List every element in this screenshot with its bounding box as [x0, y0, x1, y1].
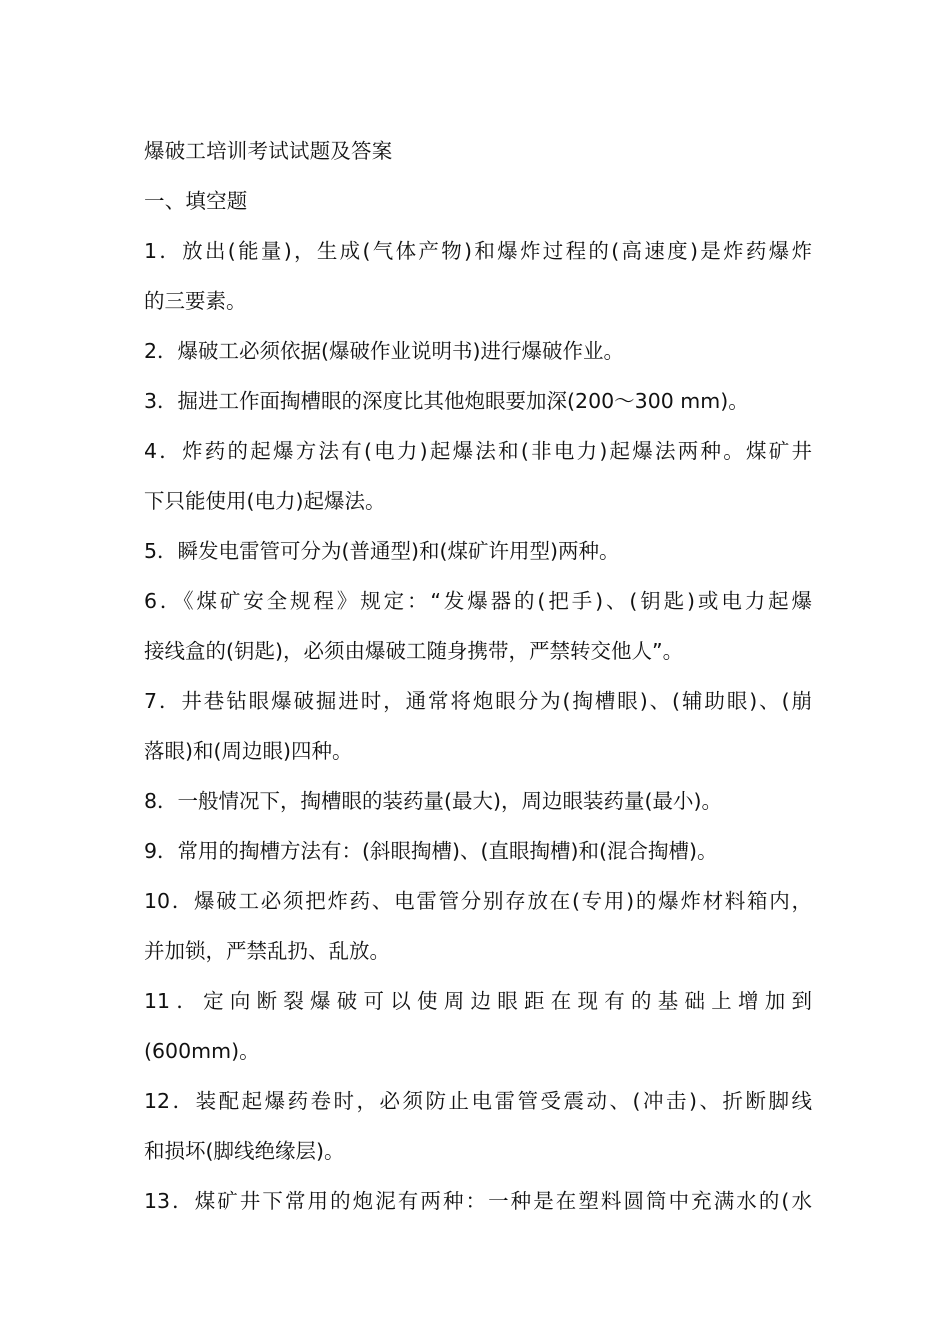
text-line: 7．井巷钻眼爆破掘进时，通常将炮眼分为(掏槽眼)、(辅助眼)、(崩 — [144, 689, 812, 713]
text-line: 3．掘进工作面掏槽眼的深度比其他炮眼要加深(200～300 mm)。 — [144, 389, 749, 413]
text-line: 落眼)和(周边眼)四种。 — [144, 739, 353, 763]
text-line: 12．装配起爆药卷时，必须防止电雷管受震动、(冲击)、折断脚线 — [144, 1089, 812, 1113]
text-line: 并加锁，严禁乱扔、乱放。 — [144, 939, 390, 963]
text-line: 和损坏(脚线绝缘层)。 — [144, 1139, 345, 1163]
text-line: 10．爆破工必须把炸药、电雷管分别存放在(专用)的爆炸材料箱内， — [144, 889, 812, 913]
text-line: 9．常用的掏槽方法有：(斜眼掏槽)、(直眼掏槽)和(混合掏槽)。 — [144, 839, 718, 863]
text-line: 4．炸药的起爆方法有(电力)起爆法和(非电力)起爆法两种。煤矿井 — [144, 439, 812, 463]
text-line: 8．一般情况下，掏槽眼的装药量(最大)，周边眼装药量(最小)。 — [144, 789, 723, 813]
section-heading: 一、填空题 — [144, 189, 248, 213]
text-line: 下只能使用(电力)起爆法。 — [144, 489, 386, 513]
text-line: 11．定向断裂爆破可以使周边眼距在现有的基础上增加到 — [144, 989, 812, 1013]
text-line: 接线盒的(钥匙)，必须由爆破工随身携带，严禁转交他人”。 — [144, 639, 684, 663]
document-title: 爆破工培训考试试题及答案 — [144, 139, 393, 163]
text-line: 2．爆破工必须依据(爆破作业说明书)进行爆破作业。 — [144, 339, 625, 363]
text-line: 6．《煤矿安全规程》规定：“发爆器的(把手)、(钥匙)或电力起爆 — [144, 589, 812, 613]
text-line: 1．放出(能量)，生成(气体产物)和爆炸过程的(高速度)是炸药爆炸 — [144, 239, 812, 263]
text-line: 5．瞬发电雷管可分为(普通型)和(煤矿许用型)两种。 — [144, 539, 620, 563]
text-line: (600mm)。 — [144, 1039, 260, 1063]
document-body — [144, 126, 812, 1226]
text-line: 13．煤矿井下常用的炮泥有两种：一种是在塑料圆筒中充满水的(水 — [144, 1189, 812, 1213]
text-line: 的三要素。 — [144, 289, 247, 313]
